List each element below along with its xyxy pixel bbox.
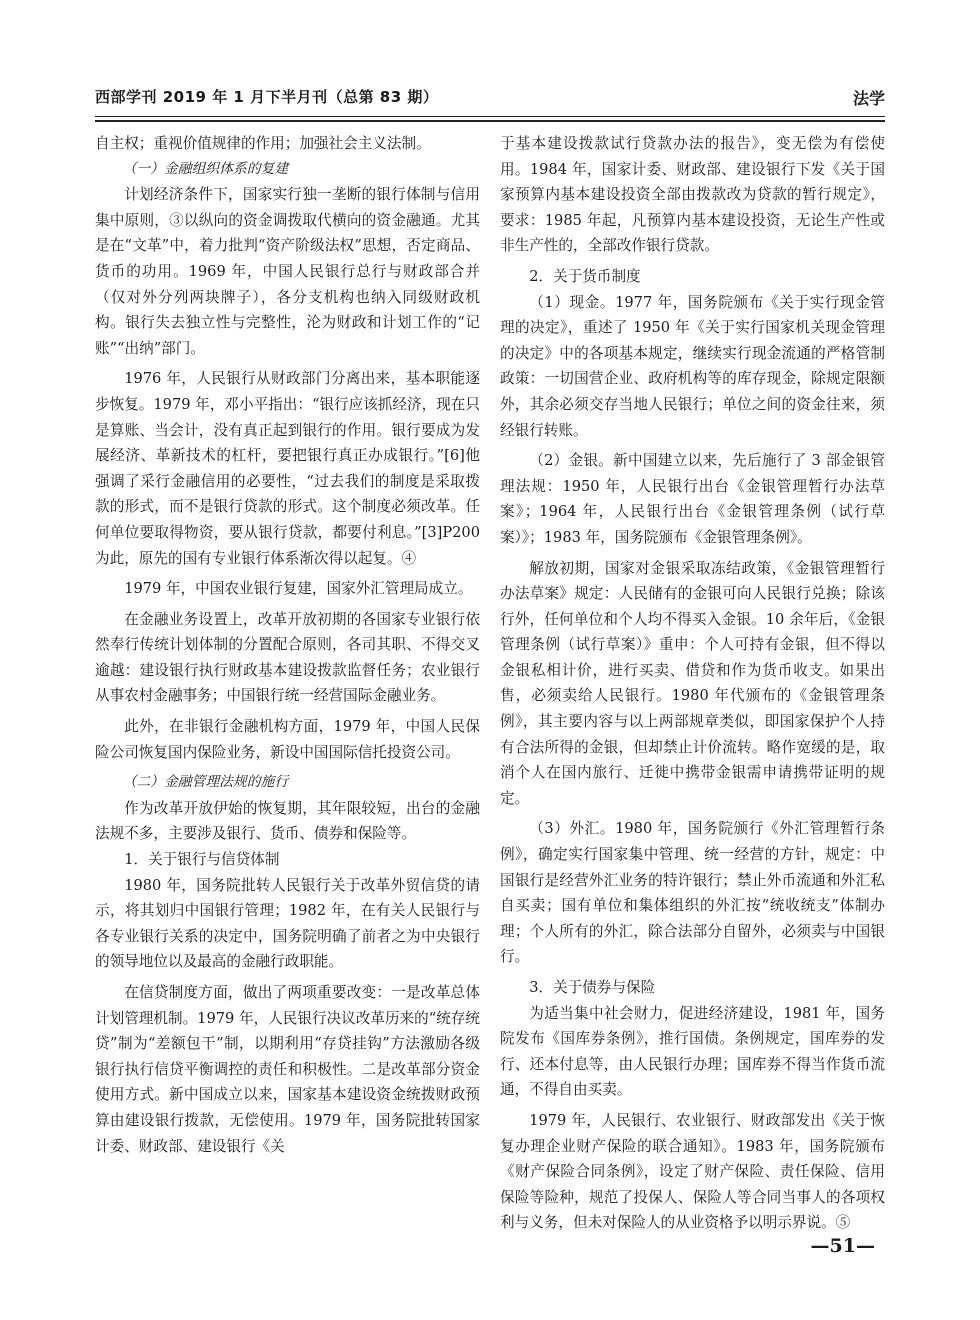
paragraph: 自主权；重视价值规律的作用；加强社会主义法制。 (95, 135, 431, 152)
paragraph: 计划经济条件下，国家实行独一垄断的银行体制与信用集中原则，③以纵向的资金调拨取代横向的资金融通。尤其是在“文革”中，着力批判“资产阶级法权”思想，否定商品、货币的功用。1969 年，中国人民银行总行与财政部合并（仅对外分列两块牌子），各分支机构也纳入同级财政机构。银行失去独立性与完整性，沦为财政和计划工作的“记账”“出纳”部门。 (95, 186, 480, 357)
right-column (500, 131, 885, 1236)
header-rule-thick (95, 120, 885, 122)
paragraph: 1979 年，中国农业银行复建，国家外汇管理局成立。 (124, 580, 473, 598)
paragraph: 在金融业务设置上，改革开放初期的各国家专业银行依然奉行传统计划体制的分置配合原则，各司其职、不得交叉逾越：建设银行执行财政基本建设拨款监督任务；农业银行从事农村金融事务；中国银行统一经营国际金融业务。 (95, 610, 480, 705)
paragraph: 解放初期，国家对金银采取冻结政策，《金银管理暂行办法草案》规定：人民储有的金银可向人民银行兑换；除该行外，任何单位和个人均不得买入金银。10 余年后，《金银管理条例（试行草案）》重申：个人可持有金银，但不得以金银私相计价，进行买卖、借贷和作为货币收支。如果出售，必须卖给人民银行。1980 年代颁布的《金银管理条例》，其主要内容与以上两部规章类似，即国家保护个人持有合法所得的金银，但却禁止计价流转。略作宽缓的是，取消个人在国内旅行、迁徙中携带金银需申请携带证明的规定。 (500, 559, 885, 807)
left-column (95, 131, 480, 1159)
paragraph: 此外，在非银行金融机构方面，1979 年，中国人民保险公司恢复国内保险业务，新设中国国际信托投资公司。 (95, 718, 480, 761)
paragraph: 在信贷制度方面，做出了两项重要改变：一是改革总体计划管理机制。1979 年，人民银行决议改革历来的“统存统贷”制为“差额包干”制，以期利用“存贷挂钩”方法激励各级银行执行信贷平衡调控的责任和积极性。二是改革部分资金使用方式。新中国成立以来，国家基本建设资金统拨财政预算由建设银行拨款，无偿使用。1979 年，国务院批转国家计委、财政部、建设银行《关 (95, 984, 480, 1155)
paragraph: 于基本建设拨款试行贷款办法的报告》，变无偿为有偿使用。1984 年，国家计委、财政部、建设银行下发《关于国家预算内基本建设投资全部由拨款改为贷款的暂行规定》，要求：1985 年起，凡预算内基本建设投资，无论生产性或非生产性的，全部改作银行贷款。 (500, 135, 885, 255)
paragraph: 1979 年，人民银行、农业银行、财政部发出《关于恢复办理企业财产保险的联合通知》。1983 年，国务院颁布《财产保险合同条例》，设定了财产保险、责任保险、信用保险等险种，规范了投保人、保险人等合同当事人的各项权利与义务，但未对保险人的从业资格予以明示界说。⑤ (500, 1111, 885, 1232)
paragraph: 作为改革开放伊始的恢复期，其年限较短，出台的金融法规不多，主要涉及银行、货币、债券和保险等。 (95, 799, 480, 843)
paragraph: （3）外汇。1980 年，国务院颁行《外汇管理暂行条例》，确定实行国家集中管理、统一经营的方针，规定：中国银行是经营外汇业务的特许银行；禁止外币流通和外汇私自买卖；国有单位和集体组织的外汇按“统收统支”体制办理；个人所有的外汇，除合法部分自留外，必须卖与中国银行。 (500, 820, 885, 966)
paragraph: （2）金银。新中国建立以来，先后施行了 3 部金银管理法规：1950 年，人民银行出台《金银管理暂行办法草案》；1964 年，人民银行出台《金银管理条例（试行草案）》；1983 年，国务院颁布《金银管理条例》。 (500, 452, 885, 546)
page-number: —51— (810, 1235, 875, 1257)
journal-title: 西部学刊 2019 年 1 月下半月刊（总第 83 期） (95, 88, 439, 106)
section-heading: 3．关于债券与保险 (529, 979, 656, 996)
section-heading: （一）金融组织体系的复建 (122, 160, 289, 177)
paragraph: 1980 年，国务院批转人民银行关于改革外贸信贷的请示，将其划归中国银行管理；1982 年，在有关人民银行与各专业银行关系的决定中，国务院明确了前者之为中央银行的领导地位以及最高的金融行政职能。 (95, 876, 480, 971)
section-heading: 1．关于银行与信贷体制 (124, 851, 280, 869)
paragraph: 1976 年，人民银行从财政部门分离出来，基本职能逐步恢复。1979 年，邓小平指出：“银行应该抓经济，现在只是算账、当会计，没有真正起到银行的作用。银行要成为发展经济、革新技术的杠杆，要把银行真正办成银行。”[6]他强调了采行金融信用的必要性，“过去我们的制度是采取拨款的形式，而不是银行贷款的形式。这个制度必须改革。任何单位要取得物资，要从银行贷款，都要付利息。”[3]P200 为此，原先的国有专业银行体系渐次得以起复。④ (95, 370, 480, 567)
paragraph: 为适当集中社会财力，促进经济建设，1981 年，国务院发布《国库券条例》，推行国债。条例规定，国库券的发行、还本付息等，由人民银行办理；国库券不得当作货币流通，不得自由买卖。 (500, 1004, 885, 1099)
section-heading: （二）金融管理法规的施行 (122, 774, 289, 791)
paragraph: （1）现金。1977 年，国务院颁布《关于实行现金管理的决定》，重述了 1950 年《关于实行国家机关现金管理的决定》中的各项基本规定，继续实行现金流通的严格管制政策：一切国营企业、政府机构等的库存现金，除规定限额外，其余必须交存当地人民银行；单位之间的资金往来，须经银行转账。 (500, 293, 885, 439)
header-rule (95, 116, 885, 117)
section-label: 法学 (852, 89, 885, 108)
running-header (95, 86, 885, 110)
section-heading: 2．关于货币制度 (529, 267, 641, 285)
